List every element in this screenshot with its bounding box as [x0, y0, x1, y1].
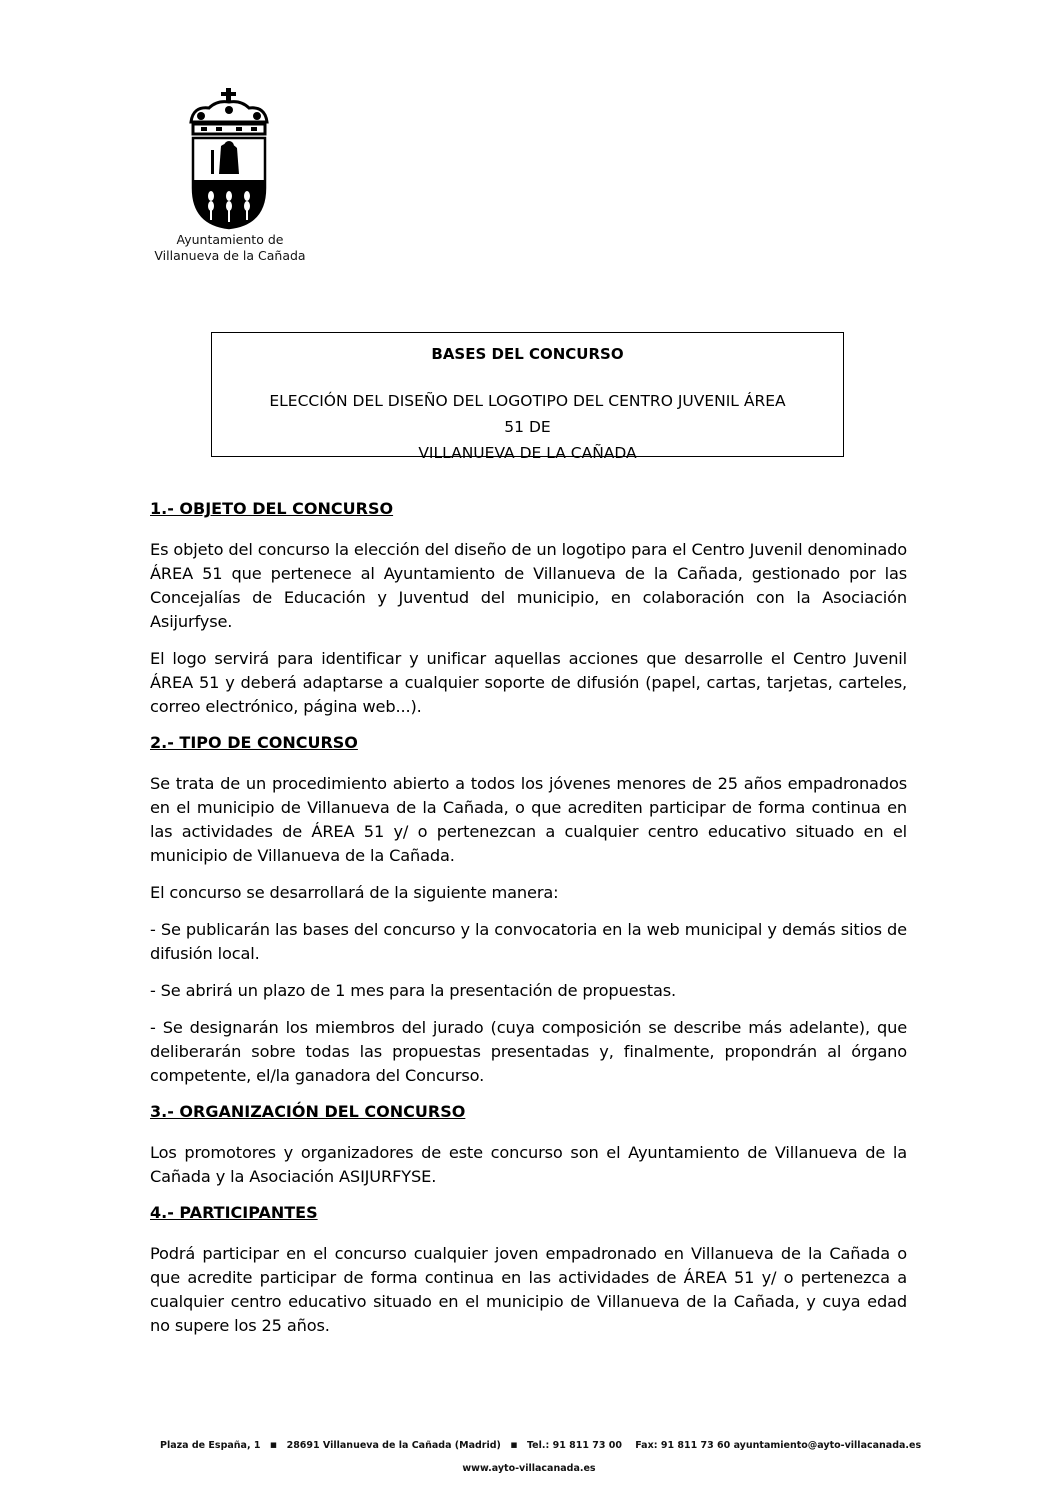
section-4-paragraph-1: Podrá participar en el concurso cualquier joven empadronado en Villanueva de la Cañada o que acredite participar de forma continua en las actividades de ÁREA 51 y/ o pertenezca a cualquier centro educativo situado en el municipio de Villanueva de la Cañada, y cuya edad no supere los 25 años.	[150, 1244, 907, 1335]
footer-tel: Tel.: 91 811 73 00	[526, 1440, 623, 1451]
section-heading-3: 3.- ORGANIZACIÓN DEL CONCURSO	[150, 1102, 466, 1121]
footer-website[interactable]: www.ayto-villacanada.es	[462, 1463, 596, 1474]
section-2-paragraph-4: - Se abrirá un plazo de 1 mes para la presentación de propuestas.	[150, 981, 676, 1000]
logo-caption	[130, 232, 330, 264]
section-1-paragraph-1: Es objeto del concurso la elección del diseño de un logotipo para el Centro Juvenil denominado ÁREA 51 que pertenece al Ayuntamiento de Villanueva de la Cañada, gestionado por las Concejalías de Educación y Juventud del municipio, en colaboración con la Asociación Asijurfyse.	[150, 540, 907, 631]
section-heading-4: 4.- PARTICIPANTES	[150, 1203, 318, 1222]
subtitle-line-2: VILLANUEVA DE LA CAÑADA	[418, 444, 637, 462]
footer-contact	[160, 1438, 920, 1451]
document-body	[150, 498, 907, 1351]
section-2-paragraph-5: - Se designarán los miembros del jurado (cuya composición se describe más adelante), que deliberarán sobre todas las propuestas presentadas y, finalmente, propondrán al órgano competente, el/la ganadora del Concurso.	[150, 1018, 907, 1085]
coat-of-arms-icon	[181, 88, 277, 230]
section-2-paragraph-3: - Se publicarán las bases del concurso y la convocatoria en la web municipal y demás sitios de difusión local.	[150, 920, 907, 963]
subtitle-line-1: ELECCIÓN DEL DISEÑO DEL LOGOTIPO DEL CENTRO JUVENIL ÁREA 51 DE	[269, 392, 786, 436]
footer-address: Plaza de España, 1	[160, 1440, 261, 1451]
bullet-icon: ▪	[269, 1438, 278, 1451]
document-subtitle	[262, 388, 793, 466]
title-box	[211, 332, 844, 462]
bullet-icon: ▪	[510, 1438, 518, 1451]
footer-email[interactable]: ayuntamiento@ayto-villacanada.es	[733, 1440, 922, 1451]
section-3-paragraph-1: Los promotores y organizadores de este concurso son el Ayuntamiento de Villanueva de la Cañada y la Asociación ASIJURFYSE.	[150, 1143, 907, 1186]
section-2-paragraph-1: Se trata de un procedimiento abierto a todos los jóvenes menores de 25 años empadronados en el municipio de Villanueva de la Cañada, o que acrediten participar de forma continua en las actividades de ÁREA 51 y/ o pertenezcan a cualquier centro educativo situado en el municipio de Villanueva de la Cañada.	[150, 774, 907, 865]
section-heading-2: 2.- TIPO DE CONCURSO	[150, 733, 358, 752]
section-heading-1: 1.- OBJETO DEL CONCURSO	[150, 499, 394, 518]
section-1-paragraph-2: El logo servirá para identificar y unificar aquellas acciones que desarrolle el Centro Juvenil ÁREA 51 y deberá adaptarse a cualquier soporte de difusión (papel, cartas, tarjetas, carteles, correo electrónico, página web...).	[150, 649, 907, 716]
footer-fax: Fax: 91 811 73 60	[635, 1440, 731, 1451]
document-title: BASES DEL CONCURSO	[431, 345, 624, 363]
caption-line-1: Ayuntamiento de	[176, 232, 284, 247]
caption-line-2: Villanueva de la Cañada	[154, 248, 306, 263]
section-2-paragraph-2: El concurso se desarrollará de la siguiente manera:	[150, 883, 559, 902]
footer-city: 28691 Villanueva de la Cañada (Madrid)	[286, 1440, 501, 1451]
